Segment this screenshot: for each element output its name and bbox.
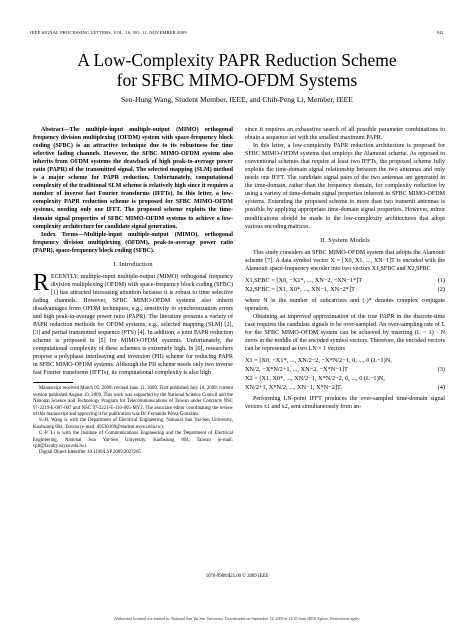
equation-3b-body: XN/2, −X*N/2+1, ..., XN−2, −X*N−1]T	[245, 366, 348, 374]
equation-4-number: (4)	[437, 384, 445, 392]
footnote-manuscript: Manuscript received March 05, 2009; revised June 11, 2009. First published July 10, 2009; current version published August 19, 2009. This work was supported by the National Science Council and the National Science and Technology Program for Telecommunications of Taiwan under Contracts NSC 97-2219-E-007-007 and NSC 97-2221-E-110-005-MY2. The associate editor coordinating the review of this manuscript and approving it for publication was Dr. Fernando Pérez-González.	[33, 386, 233, 418]
intro-paragraph-1-text: ECENTLY, multiple-input multiple-output (MIMO) orthogonal frequency division multiplexing (OFDM) with space-frequency block coding (SFBC) [1] has attracted increasing attention because it is robust to time selective fading channels. However, SFBC MIMO-OFDM systems also inherit disadvantages from OFDM techniques, e.g., sensitivity to synchronization errors and high peak-to-average power ratio (PAPR). The literature presents a variety of PAPR reduction methods for OFDM systems, e.g., selected mapping (SLM) [2], [3] and partial transmitted sequence (PTS) [4]. In addition, a joint PAPR reduction scheme is proposed in [5] for MIMO-OFDM systems. Unfortunately, the computational complexity of these schemes is extremely high. In [6], researchers propose a polyphase interleaving and inversion (PII) scheme for reducing PAPR in SFBC MIMO-OFDM systems. Although the PII scheme needs only two inverse fast Fourier transforms (IFFTs), its computational complexity is also high	[33, 273, 233, 377]
copyright-line: 1070-9908/$25.00 © 2009 IEEE	[205, 574, 269, 579]
right-paragraph-1: since it requires an exhaustive search of all possible parameter combinations to obtain a sequence set with the smallest maximum PAPR.	[245, 127, 445, 142]
equation-2	[245, 285, 445, 294]
section-heading-introduction: I. Introduction	[113, 260, 153, 268]
paper-title	[30, 50, 444, 90]
footnote-author-1: S.-H. Wang is with the Department of Electrical Engineering, National Sun Yat-Sen University, Kaohsiung 804, Taiwan (e-mail: d9530109@student.nsysu.edu.tw).	[33, 418, 233, 430]
footnote-doi: Digital Object Identifier 10.1109/LSP.2009.2027205	[39, 450, 141, 456]
equation-3a	[245, 356, 445, 365]
equation-1	[245, 276, 445, 285]
equation-3a-body: X1 = [X0, −X1*, ..., XN/2−2, −X*N/2−1, 0, ..., 0 (L−1)N,	[245, 357, 392, 365]
equation-2-body: X2,SFBC = [X1, X0*, ..., XN−1, XN−2*]T	[245, 285, 356, 293]
equation-3b	[245, 365, 445, 374]
right-paragraph-4: where N is the number of subcarriers and (·)* denotes complex conjugate operation.	[245, 297, 445, 312]
title-line-1: A Low-Complexity PAPR Reduction Scheme	[77, 50, 397, 70]
running-header	[30, 30, 444, 38]
footnote-divider	[33, 382, 73, 383]
title-line-2: for SFBC MIMO-OFDM Systems	[116, 70, 358, 90]
equation-4b-body: XN/2+1, X*N/2, ..., XN−1, X*N−2]T.	[245, 384, 342, 392]
system-models-paragraph: This study considers an SFBC MIMO-OFDM system that adopts the Alamouti scheme [7]. A data symbol vector X = [X0, X1, ..., XN−1]T is encoded with the Alamouti space-frequency encoder into two vectors X1,SFBC and X2,SFBC	[245, 249, 445, 272]
right-paragraph-6: Performing LN-point IFFT produces the over-sampled time-domain signal vectors x1 and x2, sent simultaneously from an-	[245, 396, 445, 411]
page-number: 941	[436, 30, 444, 35]
right-paragraph-5: Obtaining an improved approximation of the true PAPR in the discrete-time case requires the candidate signals to be over-sampled. An over-sampling rate of L for the SFBC MIMO-OFDM system can be achieved by inserting (L − 1) · N zeros in the middle of the encoded symbol vectors. Therefore, the encoded vectors can be represented as two LN × 1 vectors	[245, 313, 445, 353]
equation-4a	[245, 374, 445, 383]
right-paragraph-2: In this letter, a low-complexity PAPR reduction architecture is proposed for SFBC MIMO-OFDM systems that employs the Alamouti scheme. As opposed to conventional schemes that require at least two IFFTs, the proposed scheme fully exploits the time-domain signal relationship between the two antennas and only needs one IFFT. The candidate signal pairs of the two antennas are generated in the time-domain, rather than the frequency domain, for complexity reduction by using a variety of time-domain signal properties inherent in SFBC MIMO-OFDM systems. Extending the proposed scheme to more than two transmit antennas is possible by applying appropriate time-domain signal properties. However, minor modifications should be made to the low-complexity architectures that adopt various encoding matrices.	[245, 143, 445, 230]
footnote-author-2: C.-P. Li is with the Institute of Communications Engineering and the Department of Electrical Engineering, National Sun Yat-Sen University, Kaohsiung 804, Taiwan (e-mail: cpli@faculty.nsysu.edu.tw).	[33, 431, 233, 450]
equation-1-2	[245, 276, 445, 294]
equation-2-number: (2)	[437, 285, 445, 293]
equation-3-4	[245, 356, 445, 392]
section-heading-system-models: II. System Models	[320, 236, 370, 244]
drop-cap: R	[33, 269, 50, 296]
abstract: Abstract—The multiple-input multiple-output (MIMO) orthogonal frequency division multiplexing (OFDM) system with space-frequency block coding (SFBC) is an attractive technique due to its robustness for time selective fading channels. However, the SFBC MIMO-OFDM system also inherits from OFDM systems the drawback of high peak-to-average power ratio (PAPR) of the transmitted signal. The selected mapping (SLM) method is a major scheme for PAPR reduction. Unfortunately, computational complexity of the traditional SLM scheme is relatively high since it requires a number of inverse fast Fourier transforms (IFFTs). In this letter, a low-complexity PAPR reduction scheme is proposed for SFBC MIMO-OFDM systems, needing only one IFFT. The proposed scheme exploits the time-domain signal properties of SFBC MIMO-OFDM systems to achieve a low-complexity architecture for candidate signal generation.	[33, 127, 233, 230]
intro-paragraph-1	[33, 269, 233, 378]
author-list: Sen-Hung Wang, Student Member, IEEE, and Chih-Peng Li, Member, IEEE	[121, 95, 353, 104]
license-line: Authorized licensed use limited to: National Sun Yat Sen University. Downloaded on September 12, 2009 at 13:20 from IEEE Xplore. Restrictions apply.	[114, 616, 360, 621]
equation-1-body: X1,SFBC = [X0, −X1*, ..., XN−2, −XN−1*]T	[245, 276, 363, 284]
journal-header: IEEE SIGNAL PROCESSING LETTERS, VOL. 16, NO. 11, NOVEMBER 2009	[30, 30, 187, 35]
left-column	[33, 126, 233, 457]
equation-4a-body: X2 = [X1, X0*, ..., XN/2−1, X*N/2−2, 0, ..., 0 (L−1)N,	[245, 375, 385, 383]
equation-3-number: (3)	[437, 366, 445, 374]
equation-4b	[245, 383, 445, 392]
index-terms: Index Terms—Multiple-input multiple-output (MIMO), orthogonal frequency division multiplexing (OFDM), peak-to-average power ratio (PAPR), space-frequency block coding (SFBC).	[33, 231, 233, 254]
right-column	[245, 126, 445, 411]
equation-1-number: (1)	[437, 276, 445, 284]
